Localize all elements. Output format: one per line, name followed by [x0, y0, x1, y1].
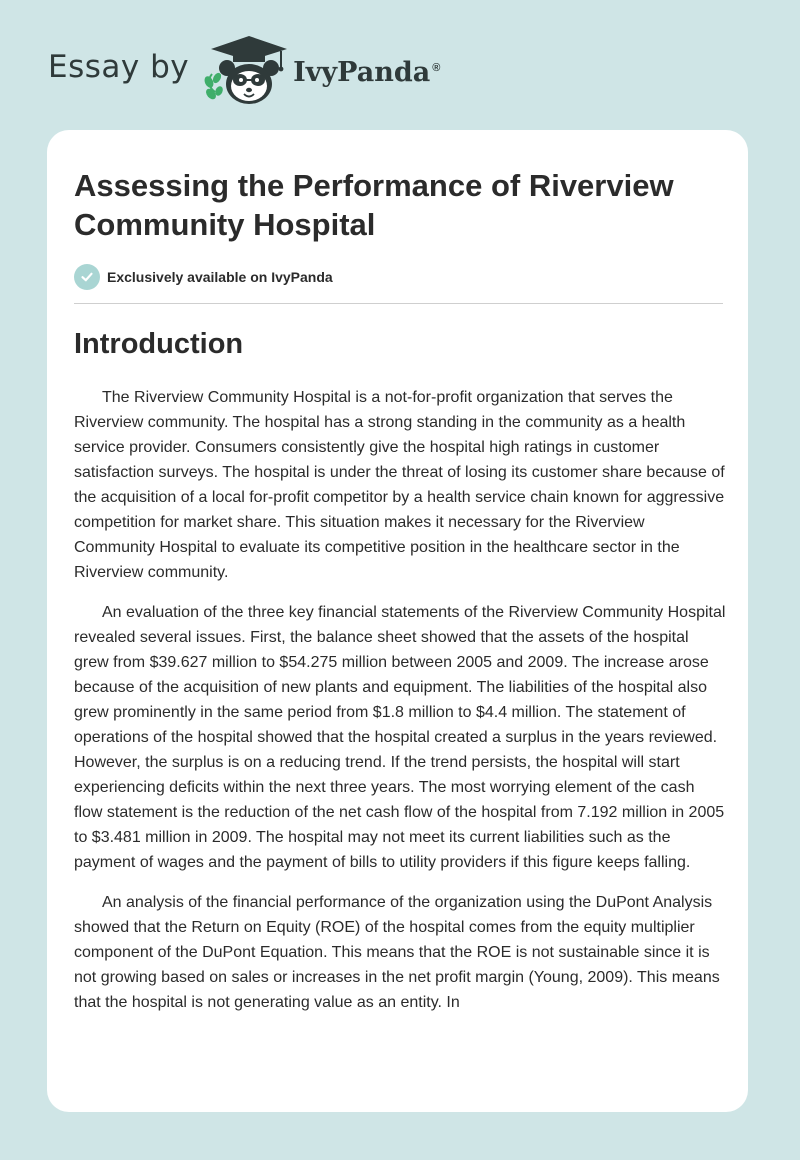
section-heading: Introduction — [74, 328, 244, 360]
ivypanda-logo-icon[interactable] — [203, 34, 295, 108]
essay-card — [47, 130, 748, 1112]
title-divider — [74, 303, 723, 304]
brand-prefix: Essay by — [48, 49, 190, 85]
check-icon — [74, 264, 100, 290]
registered-mark: ® — [432, 61, 441, 74]
paragraph: An evaluation of the three key financial statements of the Riverview Community Hospital revealed several issues. First, the balance sheet showed that the assets of the hospital grew from $39.627 million to $54.275 million between 2005 and 2009. The increase arose because of the acquisition of new plants and equipment. The liabilities of the hospital also grew prominently in the same period from $1.8 million to $4.4 million. The statement of operations of the hospital showed that the hospital created a surplus in the years reviewed. However, the surplus is on a reducing trend. If the trend persists, the hospital will start experiencing deficits within the next three years. The most worrying element of the cash flow statement is the reduction of the net cash flow of the hospital from 7.192 million in 2005 to $3.481 million in 2009. The hospital may not meet its current liabilities such as the payment of wages and the payment of bills to utility providers if this figure keeps falling. — [74, 604, 726, 871]
site-header — [48, 34, 468, 108]
badge-label: Exclusively available on IvyPanda — [107, 269, 333, 285]
paragraph: The Riverview Community Hospital is a not-for-profit organization that serves the Riverview community. The hospital has a strong standing in the community as a health service provider. Consumers consistently give the hospital high ratings in customer satisfaction surveys. The hospital is under the threat of losing its customer share because of the acquisition of a local for-profit competitor by a health service chain known for aggressive competition for market share. This situation makes it necessary for the Riverview Community Hospital to evaluate its competitive position in the healthcare sector in the Riverview community. — [74, 389, 725, 581]
exclusive-badge — [74, 264, 333, 290]
paragraph: An analysis of the financial performance of the organization using the DuPont Analysis showed that the Return on Equity (ROE) of the hospital comes from the equity multiplier component of the DuPont Equation. This means that the ROE is not sustainable since it is not growing based on sales or increases in the net profit margin (Young, 2009). This means that the hospital is not generating value as an entity. In — [74, 894, 720, 1011]
page-title: Assessing the Performance of Riverview Community Hospital — [74, 168, 674, 242]
brand-name[interactable]: IvyPanda ® — [293, 56, 441, 88]
essay-body — [74, 385, 726, 1030]
